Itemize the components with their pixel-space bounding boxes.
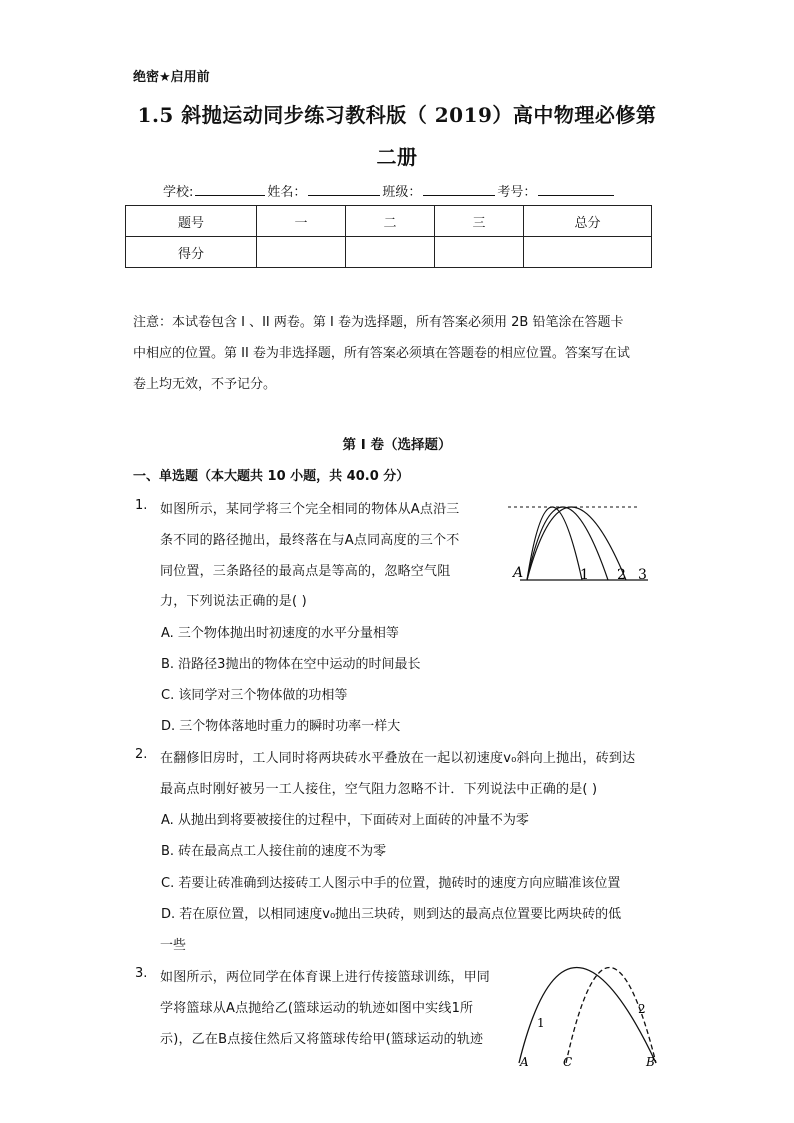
question-text: 条不同的路径抛出，最终落在与A点同高度的三个不 xyxy=(160,533,460,548)
trajectory-label-1: 1 xyxy=(537,1016,545,1030)
score-cell[interactable] xyxy=(257,237,346,268)
option-d[interactable]: D. 若在原位置，以相同速度v₀抛出三块砖，则到达的最高点位置要比两块砖的低 xyxy=(161,907,622,922)
q1-trajectory-figure xyxy=(500,500,660,590)
question-text: 学将篮球从A点抛给乙(篮球运动的轨迹如图中实线1所 xyxy=(160,1001,474,1016)
path-label-2: 2 xyxy=(617,567,626,583)
exam-title-line1: 1.5 斜抛运动同步练习教科版（ 2019）高中物理必修第 xyxy=(137,103,657,127)
table-cell: 二 xyxy=(346,206,435,237)
question-text: 力，下列说法正确的是( ) xyxy=(160,594,307,609)
question-number: 1. xyxy=(135,498,148,513)
option-d-continued: 一些 xyxy=(160,938,187,953)
exam-no-label: 考号： xyxy=(497,185,537,200)
notice-line: 卷上均无效，不予记分。 xyxy=(133,377,277,392)
notice-line: 中相应的位置。第 II 卷为非选择题，所有答案必须填在答题卷的相应位置。答案写在试 xyxy=(133,346,630,361)
option-a[interactable]: A. 从抛出到将要被接住的过程中，下面砖对上面砖的冲量不为零 xyxy=(161,813,529,828)
question-number: 2. xyxy=(135,747,148,762)
class-label: 班级： xyxy=(382,185,422,200)
notice xyxy=(133,307,665,400)
question-text: 最高点时刚好被另一工人接住，空气阻力忽略不计．下列说法中正确的是( ) xyxy=(160,782,598,797)
table-cell: 总分 xyxy=(524,206,652,237)
school-blank[interactable] xyxy=(195,182,265,196)
path-1 xyxy=(527,507,582,580)
table-cell: 一 xyxy=(257,206,346,237)
question-text: 示)，乙在B点接住然后又将篮球传给甲(篮球运动的轨迹 xyxy=(160,1032,484,1047)
secret-mark: 绝密★启用前 xyxy=(133,70,210,85)
table-cell: 得分 xyxy=(126,237,257,268)
option-c[interactable]: C. 若要让砖准确到达接砖工人图示中手的位置，抛砖时的速度方向应瞄准该位置 xyxy=(161,876,621,891)
path-label-1: 1 xyxy=(580,567,589,583)
q3-basketball-figure xyxy=(510,955,660,1070)
name-blank[interactable] xyxy=(308,182,380,196)
section-title: 第 I 卷（选择题） xyxy=(342,437,452,453)
table-cell: 题号 xyxy=(126,206,257,237)
question-text: 如图所示，两位同学在体育课上进行传接篮球训练，甲同 xyxy=(160,970,491,985)
point-a-label: A xyxy=(520,1055,529,1069)
notice-line: 注意：本试卷包含 I 、II 两卷。第 I 卷为选择题，所有答案必须用 2B 铅笔涂在答题卡 xyxy=(133,315,624,330)
path-label-3: 3 xyxy=(638,567,647,583)
school-label: 学校: xyxy=(163,185,194,200)
option-b[interactable]: B. 砖在最高点工人接住前的速度不为零 xyxy=(161,844,387,859)
question-text: 如图所示，某同学将三个完全相同的物体从A点沿三 xyxy=(160,502,460,517)
option-b[interactable]: B. 沿路径3抛出的物体在空中运动的时间最长 xyxy=(161,657,421,672)
student-info xyxy=(163,181,616,200)
option-c[interactable]: C. 该同学对三个物体做的功相等 xyxy=(161,688,348,703)
score-cell[interactable] xyxy=(346,237,435,268)
option-a[interactable]: A. 三个物体抛出时初速度的水平分量相等 xyxy=(161,626,399,641)
score-table xyxy=(125,205,652,268)
score-cell[interactable] xyxy=(524,237,652,268)
exam-no-blank[interactable] xyxy=(538,182,614,196)
name-label: 姓名： xyxy=(267,185,307,200)
table-cell: 三 xyxy=(435,206,524,237)
point-a-label: A xyxy=(513,565,524,581)
exam-title-line2: 二册 xyxy=(376,145,418,169)
question-number: 3. xyxy=(135,966,148,981)
option-d[interactable]: D. 三个物体落地时重力的瞬时功率一样大 xyxy=(161,719,401,734)
table-row xyxy=(126,237,652,268)
question-text: 在翻修旧房时，工人同时将两块砖水平叠放在一起以初速度v₀斜向上抛出，砖到达 xyxy=(160,751,636,766)
point-b-label: B xyxy=(646,1055,655,1069)
subsection-title: 一、单选题（本大题共 10 小题，共 40.0 分） xyxy=(133,469,410,484)
class-blank[interactable] xyxy=(423,182,495,196)
point-c-label: C xyxy=(563,1055,573,1069)
question-text: 同位置，三条路径的最高点是等高的，忽略空气阻 xyxy=(160,564,451,579)
score-cell[interactable] xyxy=(435,237,524,268)
table-row xyxy=(126,206,652,237)
trajectory-label-2: 2 xyxy=(638,1002,646,1016)
